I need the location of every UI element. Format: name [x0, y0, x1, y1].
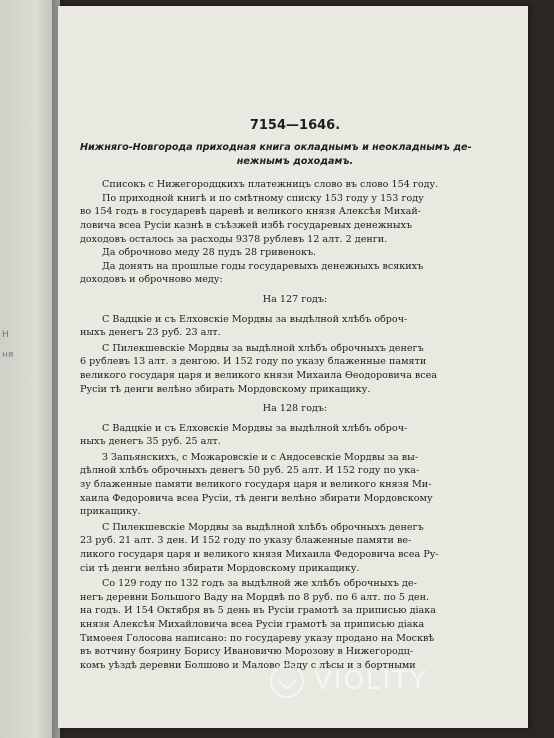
text-line: Да донять на прошлые годы государевыхъ денежныхъ всякихъ [102, 260, 424, 272]
paragraph [80, 577, 510, 672]
text-line: Со 129 году по 132 годъ за выдѣлной же хлѣбъ оброчныхъ де- [102, 578, 417, 590]
text-line: По приходной книгѣ и по смѣтному списку 153 году у 153 году [102, 192, 424, 204]
text-line: Да оброчново меду 28 пудъ 28 гривенокъ. [102, 247, 317, 259]
text-line: на годъ. И 154 Октября въ 5 день въ Русіи грамотѣ за приписью діака [80, 605, 436, 617]
text-line: въ вотчину боярину Борису Ивановичю Морозову в Нижегородц- [80, 646, 414, 658]
text-line: Русіи тѣ денги велѣно збирать Мордовскому прикащику. [80, 383, 371, 395]
document-heading: 7154—1646. [249, 118, 341, 133]
paragraph [80, 521, 510, 575]
document-page [58, 6, 528, 728]
text-line: ловича всеа Русіи казнѣ в съѣзжей избѣ государевых денежныхъ [80, 219, 413, 231]
text-line: ныхъ денегъ 35 руб. 25 алт. [80, 436, 221, 448]
text-line: 23 руб. 21 алт. 3 ден. И 152 году по указу блаженные памяти ве- [80, 535, 412, 547]
left-page-fragment: Н [2, 330, 9, 340]
text-line: негъ деревни Большого Ваду на Мордвѣ по 8 руб. по 6 алт. по 5 ден. [80, 591, 430, 603]
text-line: ликого государя царя и великого князя Михаила Федоровича всеа Ру- [80, 549, 439, 561]
paragraph [80, 178, 510, 287]
title-line-1: Нижняго-Новгорода приходная книга окладнымъ и неокладнымъ де- [80, 142, 472, 153]
text-line: С Вадцкіе и съ Елховскіе Мордвы за выдѣлной хлѣбъ оброч- [102, 422, 408, 434]
text-line: прикащику. [80, 506, 141, 518]
text-line: доходовъ осталось за расходы 9378 рублевъ 12 алт. 2 денги. [80, 233, 388, 245]
document-body [80, 178, 510, 672]
text-line: во 154 годъ в государевѣ царевѣ и великого князя Алексѣя Михай- [80, 206, 422, 218]
text-line: ныхъ денегъ 23 руб. 23 алт. [80, 327, 221, 339]
title-line-2: нежнымъ доходамъ. [236, 155, 354, 167]
text-line: хаила Федоровича всеа Русіи, тѣ денги велѣно збирати Мордовскому [80, 492, 433, 504]
section-heading: На 127 годъ: [262, 293, 328, 305]
document-title [80, 141, 510, 168]
paragraph [80, 342, 510, 396]
section-heading: На 128 годъ: [262, 403, 328, 415]
text-line: 6 рублевъ 13 алт. з денгою. И 152 году по указу блаженные памяти [80, 356, 427, 368]
watermark [270, 664, 428, 698]
left-page-fragment: ня [2, 350, 14, 360]
text-line: С Пилекшевскіе Мордвы за выдѣлной хлѣбъ оброчныхъ денегъ [102, 521, 424, 533]
text-line: великого государя царя и великого князя Михаила Ѳеодоровича всеа [80, 369, 438, 381]
left-page-edge [0, 0, 60, 738]
violity-logo-icon [270, 664, 304, 698]
text-line: князя Алексѣя Михайловича всеа Русіи грамотѣ за приписью діака [80, 619, 425, 630]
text-line: комъ уѣздѣ деревни Болшово и Малово Ваду с лѣсы и з бортными [80, 659, 416, 671]
paragraph [80, 313, 510, 340]
paragraph [80, 451, 510, 519]
text-line: Списокъ с Нижегородцкихъ платежницъ слово въ слово 154 году. [102, 179, 439, 191]
watermark-text: VIOLITY [314, 666, 428, 696]
text-line: дѣлной хлѣбъ оброчныхъ денегъ 50 руб. 25 алт. И 152 году по ука- [80, 465, 420, 477]
text-line: С Пилекшевскіе Мордвы за выдѣлной хлѣбъ оброчныхъ денегъ [102, 342, 424, 354]
page-content [80, 118, 510, 674]
text-line: С Вадцкіе и съ Елховскіе Мордвы за выдѣлной хлѣбъ оброч- [102, 313, 408, 325]
text-line: З Запьянскихъ, с Можаровскіе и с Андосевскіе Мордвы за вы- [102, 451, 419, 463]
paragraph [80, 422, 510, 449]
text-line: Тимоѳея Голосова написано: по государеву указу продано на Москвѣ [80, 632, 435, 644]
text-line: зу блаженные памяти великого государя царя и великого князя Ми- [80, 479, 432, 491]
text-line: доходовъ и оброчново меду: [80, 274, 223, 286]
text-line: сіи тѣ денги велѣно збирати Мордовскому прикащику. [80, 562, 360, 574]
